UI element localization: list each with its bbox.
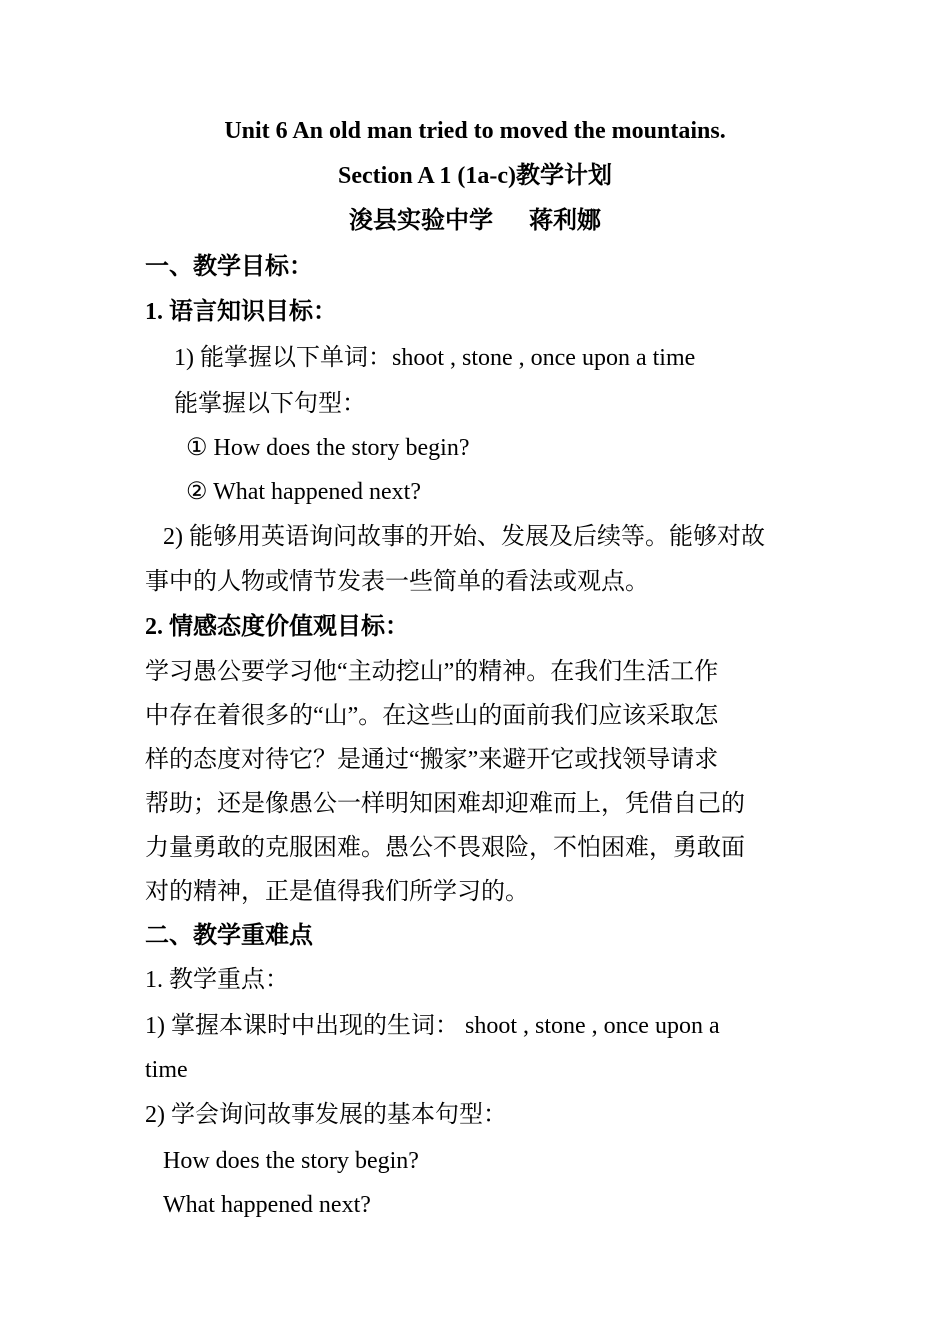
- vocab-objective: 1) 能掌握以下单词：shoot , stone , once upon a time: [174, 345, 696, 371]
- section-heading-key-points: 二、教学重难点: [145, 923, 313, 949]
- ability-objective-line: 2) 能够用英语询问故事的开始、发展及后续等。能够对故: [163, 524, 765, 550]
- key-point-item-continued: time: [145, 1057, 188, 1083]
- section-heading-objectives: 一、教学目标：: [145, 254, 313, 280]
- document-title: Unit 6 An old man tried to moved the mountains.: [224, 118, 726, 144]
- paragraph-line: 对的精神，正是值得我们所学习的。: [145, 879, 529, 905]
- author-line: [0, 206, 950, 236]
- paragraph-line: 学习愚公要学习他“主动挖山”的精神。在我们生活工作: [145, 659, 719, 685]
- paragraph-line: 力量勇敢的克服困难。愚公不畏艰险，不怕困难，勇敢面: [145, 835, 745, 861]
- key-point-item: 1) 掌握本课时中出现的生词： shoot , stone , once upon a: [145, 1013, 720, 1039]
- paragraph-line: 帮助；还是像愚公一样明知困难却迎难而上，凭借自己的: [145, 791, 745, 817]
- ability-objective-line: 事中的人物或情节发表一些简单的看法或观点。: [145, 569, 649, 595]
- paragraph-line: 中存在着很多的“山”。在这些山的面前我们应该采取怎: [145, 703, 719, 729]
- subheading-emotion-objectives: 2. 情感态度价值观目标：: [145, 614, 409, 640]
- pattern-item: How does the story begin?: [163, 1148, 419, 1174]
- subheading-key-points: 1. 教学重点：: [145, 967, 289, 993]
- patterns-intro: 能掌握以下句型：: [174, 391, 366, 417]
- subheading-language-objectives: 1. 语言知识目标：: [145, 299, 337, 325]
- document-subtitle: Section A 1 (1a-c)教学计划: [338, 163, 612, 189]
- school-name: 浚县实验中学: [349, 208, 493, 234]
- pattern-item: What happened next?: [163, 1192, 371, 1218]
- key-point-item: 2) 学会询问故事发展的基本句型：: [145, 1102, 507, 1128]
- pattern-item: ② What happened next?: [186, 479, 421, 505]
- paragraph-line: 样的态度对待它？是通过“搬家”来避开它或找领导请求: [145, 747, 719, 773]
- author-name: 蒋利娜: [529, 208, 601, 234]
- pattern-item: ① How does the story begin?: [186, 435, 470, 461]
